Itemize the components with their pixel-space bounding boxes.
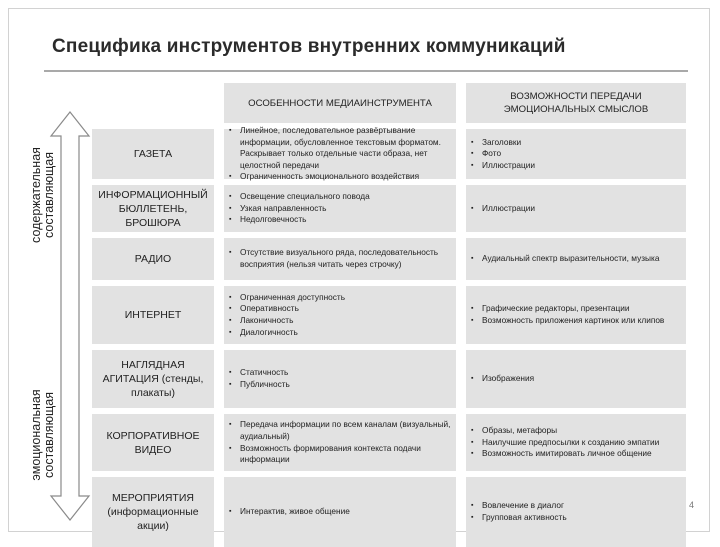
bullet-item: ▪ Публичность: [228, 379, 452, 391]
col-gap: [214, 477, 224, 547]
emotions-list: [470, 137, 682, 172]
bullet-item: ▪ Оперативность: [228, 303, 452, 315]
header-empty: [92, 83, 214, 123]
col-gap: [456, 350, 466, 408]
row-name: ИНФОРМАЦИОННЫЙ БЮЛЛЕТЕНЬ, БРОШЮРА: [92, 185, 214, 232]
features-list: [228, 367, 452, 390]
bullet-item: ▪ Диалогичность: [228, 327, 452, 339]
bullet-item: ▪ Вовлечение в диалог: [470, 500, 682, 512]
bullet-item: ▪ Наилучшие предпосылки к созданию эмпатии: [470, 437, 682, 449]
bullet-item: ▪ Заголовки: [470, 137, 682, 149]
side-label-content: [30, 135, 60, 255]
slide-title: Специфика инструментов внутренних коммуникаций: [52, 36, 566, 57]
row-features-cell: [224, 477, 456, 547]
row-name: ИНТЕРНЕТ: [92, 286, 214, 344]
col-gap: [214, 238, 224, 280]
emotions-list: [470, 303, 682, 326]
title-divider: [44, 70, 688, 72]
page-number: 4: [688, 500, 694, 510]
bullet-item: ▪ Фото: [470, 148, 682, 160]
col-gap: [456, 185, 466, 232]
col-gap: [214, 286, 224, 344]
col-gap: [214, 129, 224, 179]
row-name: КОРПОРАТИВНОЕ ВИДЕО: [92, 414, 214, 471]
features-list: [228, 506, 452, 518]
bullet-item: ▪ Линейное, последовательное развёртывание информации, обусловленное текстовым форматом. Раскрывает только отдельные части образа, нет целостной передачи: [228, 125, 452, 171]
row-emotions-cell: [466, 129, 686, 179]
col-gap: [456, 477, 466, 547]
row-name: РАДИО: [92, 238, 214, 280]
row-emotions-cell: [466, 286, 686, 344]
header-features: ОСОБЕННОСТИ МЕДИАИНСТРУМЕНТА: [224, 83, 456, 123]
bullet-item: ▪ Лаконичность: [228, 315, 452, 327]
bullet-item: ▪ Графические редакторы, презентации: [470, 303, 682, 315]
bullet-item: ▪ Статичность: [228, 367, 452, 379]
bullet-item: ▪ Недолговечность: [228, 214, 452, 226]
emotions-list: [470, 203, 682, 215]
side-label-emotional: [30, 360, 60, 510]
emotions-list: [470, 253, 682, 265]
comparison-table: [92, 83, 686, 532]
features-list: [228, 292, 452, 338]
row-features-cell: [224, 125, 456, 182]
emotions-list: [470, 500, 682, 523]
bullet-item: ▪ Возможность имитировать личное общение: [470, 448, 682, 460]
bullet-item: ▪ Возможность приложения картинок или клипов: [470, 315, 682, 327]
col-gap: [456, 129, 466, 179]
bullet-item: ▪ Передача информации по всем каналам (визуальный, аудиальный): [228, 419, 452, 442]
row-features-cell: [224, 350, 456, 408]
bullet-item: ▪ Возможность формирования контекста подачи информации: [228, 443, 452, 466]
side-label-content-line1: содержательная: [29, 147, 43, 243]
col-gap: [456, 414, 466, 471]
bullet-item: ▪ Иллюстрации: [470, 203, 682, 215]
row-emotions-cell: [466, 185, 686, 232]
bullet-item: ▪ Иллюстрации: [470, 160, 682, 172]
bullet-item: ▪ Изображения: [470, 373, 682, 385]
features-list: [228, 191, 452, 226]
col-gap: [456, 286, 466, 344]
bullet-item: ▪ Отсутствие визуального ряда, последовательность восприятия (нельзя читать через строчку): [228, 247, 452, 270]
row-name: ГАЗЕТА: [92, 129, 214, 179]
row-emotions-cell: [466, 477, 686, 547]
col-gap: [456, 238, 466, 280]
col-gap: [214, 414, 224, 471]
side-label-content-line2: составляющая: [42, 152, 56, 238]
col-gap: [456, 83, 466, 123]
bullet-item: ▪ Освещение специального повода: [228, 191, 452, 203]
row-name: НАГЛЯДНАЯ АГИТАЦИЯ (стенды, плакаты): [92, 350, 214, 408]
features-list: [228, 419, 452, 465]
bullet-item: ▪ Аудиальный спектр выразительности, музыка: [470, 253, 682, 265]
row-name: МЕРОПРИЯТИЯ (информационные акции): [92, 477, 214, 547]
row-features-cell: [224, 414, 456, 471]
col-gap: [214, 83, 224, 123]
bullet-item: ▪ Групповая активность: [470, 512, 682, 524]
col-gap: [214, 350, 224, 408]
row-emotions-cell: [466, 414, 686, 471]
emotions-list: [470, 425, 682, 460]
row-features-cell: [224, 185, 456, 232]
side-label-emotional-line2: составляющая: [42, 392, 56, 478]
header-emotions: ВОЗМОЖНОСТИ ПЕРЕДАЧИ ЭМОЦИОНАЛЬНЫХ СМЫСЛОВ: [466, 83, 686, 123]
bullet-item: ▪ Образы, метафоры: [470, 425, 682, 437]
row-features-cell: [224, 238, 456, 280]
bullet-item: ▪ Интерактив, живое общение: [228, 506, 452, 518]
row-emotions-cell: [466, 238, 686, 280]
side-label-emotional-line1: эмоциональная: [29, 389, 43, 481]
col-gap: [214, 185, 224, 232]
row-features-cell: [224, 286, 456, 344]
emotions-list: [470, 373, 682, 385]
bullet-item: ▪ Ограниченная доступность: [228, 292, 452, 304]
features-list: [228, 247, 452, 270]
bullet-item: ▪ Узкая направленность: [228, 203, 452, 215]
bullet-item: ▪ Ограниченность эмоционального воздействия: [228, 171, 452, 183]
row-emotions-cell: [466, 350, 686, 408]
features-list: [228, 125, 452, 183]
